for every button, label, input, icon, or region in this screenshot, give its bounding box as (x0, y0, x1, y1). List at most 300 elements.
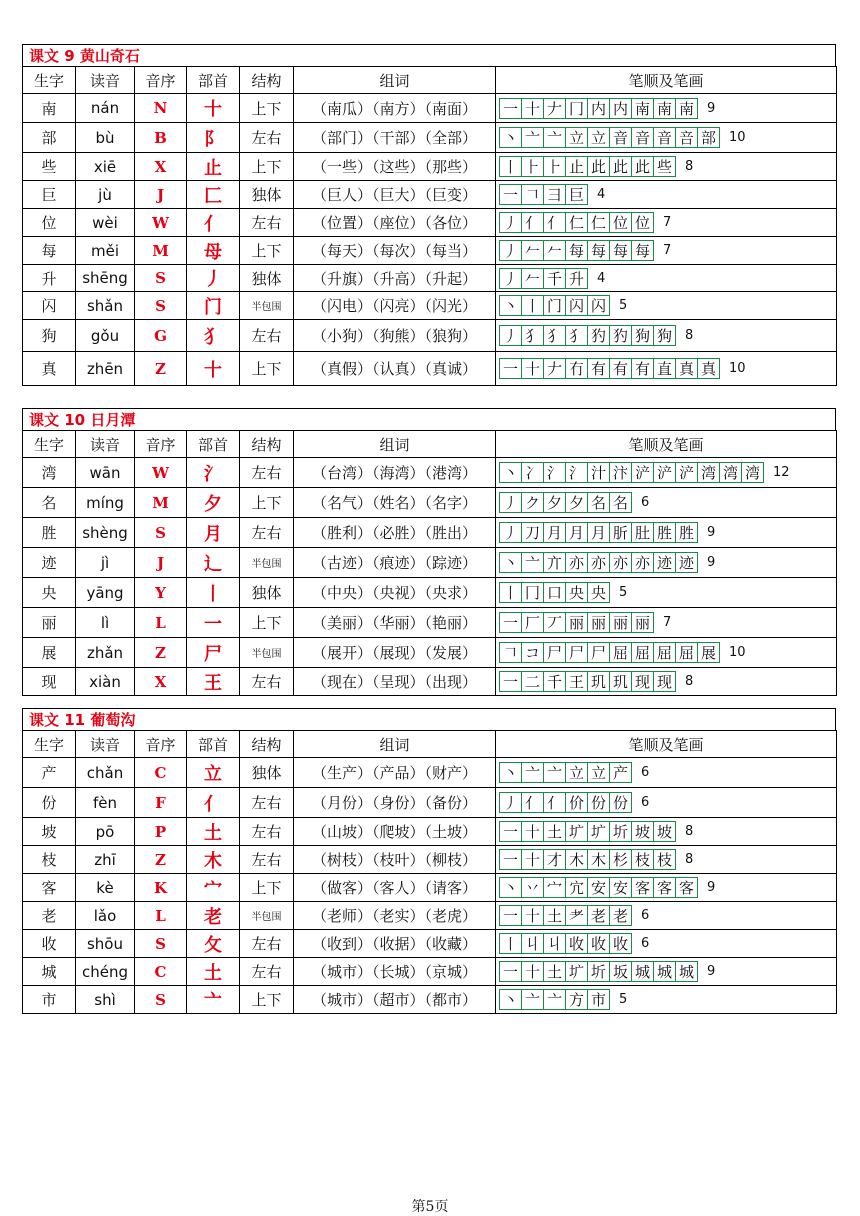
pinyin-cell: gǒu (76, 320, 135, 352)
radical-text: 母 (204, 241, 222, 263)
stroke-step: 圻 (610, 821, 632, 842)
stroke-step: 彐 (544, 184, 566, 205)
radical-text: 亻 (204, 213, 222, 235)
table-row (23, 638, 837, 668)
stroke-step: 才 (544, 849, 566, 870)
table-row (23, 668, 837, 696)
radical-text: 亠 (204, 990, 222, 1012)
stroke-step: 犭 (522, 325, 544, 346)
stroke-step: 圹 (588, 821, 610, 842)
stroke-step: 𠂇 (544, 98, 566, 119)
table-row (23, 608, 837, 638)
stroke-step: 𠂉 (544, 240, 566, 261)
stroke-step: 方 (566, 989, 588, 1010)
order-cell (135, 488, 187, 518)
order-letter: F (155, 793, 166, 812)
structure-cell: 左右 (240, 846, 294, 874)
words-cell: （生产）（产品）（财产） (294, 758, 496, 788)
stroke-step: 圹 (566, 821, 588, 842)
stroke-count: 5 (619, 585, 628, 600)
structure-cell: 左右 (240, 320, 294, 352)
stroke-count: 6 (641, 936, 650, 951)
order-cell (135, 874, 187, 902)
table-row (23, 518, 837, 548)
radical-text: 立 (204, 763, 222, 785)
structure-cell: 独体 (240, 181, 294, 209)
words-cell: （巨人）（巨大）（巨变） (294, 181, 496, 209)
structure-cell: 左右 (240, 518, 294, 548)
stroke-step: 坂 (610, 961, 632, 982)
stroke-step: 现 (654, 671, 676, 692)
stroke-step: 音 (632, 127, 654, 148)
stroke-step: ⺊ (544, 156, 566, 177)
order-letter: W (152, 463, 169, 482)
stroke-step: 屈 (654, 642, 676, 663)
stroke-step: 口 (544, 582, 566, 603)
stroke-step: 十 (522, 961, 544, 982)
character-cell: 产 (23, 758, 76, 788)
words-cell: （台湾）（海湾）（港湾） (294, 458, 496, 488)
stroke-order-cell (496, 608, 837, 638)
column-header-pinyin: 读音 (76, 431, 135, 458)
structure-cell: 独体 (240, 578, 294, 608)
pinyin-cell: míng (76, 488, 135, 518)
column-header-char: 生字 (23, 731, 76, 758)
words-cell: （老师）（老实）（老虎） (294, 902, 496, 930)
stroke-order-cell (496, 153, 837, 181)
pinyin-cell: jì (76, 548, 135, 578)
order-letter: X (154, 672, 167, 691)
words-cell: （山坡）（爬坡）（土坡） (294, 818, 496, 846)
stroke-step: コ (522, 642, 544, 663)
stroke-step: 一 (500, 821, 522, 842)
stroke-step: 坡 (632, 821, 654, 842)
stroke-step: 份 (610, 792, 632, 813)
structure-cell: 独体 (240, 265, 294, 292)
words-cell: （月份）（身份）（备份） (294, 788, 496, 818)
order-cell (135, 123, 187, 153)
stroke-step: 湾 (742, 462, 764, 483)
stroke-step: 内 (588, 98, 610, 119)
character-cell: 现 (23, 668, 76, 696)
stroke-boxes (499, 671, 676, 692)
stroke-order-cell (496, 237, 837, 265)
stroke-order-cell (496, 458, 837, 488)
stroke-step: 每 (632, 240, 654, 261)
stroke-step: 刀 (522, 522, 544, 543)
stroke-step: 十 (522, 98, 544, 119)
stroke-order-cell (496, 958, 837, 986)
structure-cell: 上下 (240, 352, 294, 386)
structure-cell: 半包围 (240, 638, 294, 668)
order-cell (135, 958, 187, 986)
table-row (23, 758, 837, 788)
words-cell: （部门）（干部）（全部） (294, 123, 496, 153)
stroke-step: 亦 (588, 552, 610, 573)
stroke-step: 安 (610, 877, 632, 898)
stroke-order-cell (496, 846, 837, 874)
stroke-step: 迹 (654, 552, 676, 573)
stroke-order-cell (496, 930, 837, 958)
stroke-step: 枝 (654, 849, 676, 870)
stroke-boxes (499, 849, 676, 870)
structure-cell: 上下 (240, 488, 294, 518)
words-cell: （城市）（长城）（京城） (294, 958, 496, 986)
stroke-step: 肚 (632, 522, 654, 543)
structure-cell: 左右 (240, 930, 294, 958)
character-cell: 城 (23, 958, 76, 986)
stroke-step: 一 (500, 905, 522, 926)
stroke-count: 4 (597, 270, 606, 286)
character-cell: 央 (23, 578, 76, 608)
vocab-table (22, 66, 837, 386)
stroke-order-cell (496, 638, 837, 668)
radical-text: 十 (204, 99, 222, 120)
stroke-step: 名 (610, 492, 632, 513)
stroke-boxes (499, 156, 676, 177)
order-letter: K (153, 878, 168, 897)
words-cell: （闪电）（闪亮）（闪光） (294, 292, 496, 320)
stroke-step: 月 (588, 522, 610, 543)
table-row (23, 488, 837, 518)
stroke-step: 木 (566, 849, 588, 870)
character-cell: 枝 (23, 846, 76, 874)
stroke-count: 10 (729, 645, 746, 660)
order-cell (135, 638, 187, 668)
stroke-step: 湾 (698, 462, 720, 483)
stroke-step: 亠 (522, 989, 544, 1010)
stroke-step: 展 (698, 642, 720, 663)
stroke-step: 立 (566, 127, 588, 148)
stroke-order-cell (496, 352, 837, 386)
order-letter: J (156, 185, 165, 204)
radical-cell (187, 846, 240, 874)
radical-text: 止 (204, 157, 222, 179)
stroke-step: 丿 (500, 240, 522, 261)
column-header-order: 音序 (135, 431, 187, 458)
column-header-words: 组词 (294, 731, 496, 758)
stroke-step: 犳 (610, 325, 632, 346)
pinyin-cell: kè (76, 874, 135, 902)
stroke-step: 十 (522, 358, 544, 379)
stroke-step: 一 (500, 849, 522, 870)
stroke-step: 音 (610, 127, 632, 148)
column-header-order: 音序 (135, 731, 187, 758)
stroke-count: 8 (685, 852, 694, 867)
stroke-count: 6 (641, 765, 650, 780)
stroke-step: 央 (566, 582, 588, 603)
stroke-step: 名 (588, 492, 610, 513)
words-cell: （展开）（展现）（发展） (294, 638, 496, 668)
radical-cell (187, 638, 240, 668)
stroke-step: 仁 (566, 212, 588, 233)
radical-text: 丿 (204, 269, 222, 290)
stroke-step: 十 (522, 905, 544, 926)
stroke-step: 宂 (566, 877, 588, 898)
order-cell (135, 788, 187, 818)
stroke-step: 每 (610, 240, 632, 261)
radical-text: 一 (204, 613, 222, 635)
column-header-strokes: 笔顺及笔画 (496, 731, 837, 758)
character-cell: 些 (23, 153, 76, 181)
stroke-boxes (499, 127, 720, 148)
stroke-step: 市 (588, 989, 610, 1010)
words-cell: （名气）（姓名）（名字） (294, 488, 496, 518)
words-cell: （真假）（认真）（真诚） (294, 352, 496, 386)
pinyin-cell: wèi (76, 209, 135, 237)
lesson-10-section (22, 408, 836, 696)
table-row (23, 352, 837, 386)
stroke-step: 巨 (566, 184, 588, 205)
header-row (23, 431, 837, 458)
table-row (23, 181, 837, 209)
stroke-boxes (499, 582, 610, 603)
order-cell (135, 209, 187, 237)
stroke-step: 丨 (522, 295, 544, 316)
stroke-step: 亠 (544, 989, 566, 1010)
radical-cell (187, 986, 240, 1014)
pinyin-cell: zhǎn (76, 638, 135, 668)
table-row (23, 153, 837, 181)
stroke-step: 汴 (610, 462, 632, 483)
order-cell (135, 181, 187, 209)
stroke-step: 每 (566, 240, 588, 261)
stroke-step: 亻 (522, 792, 544, 813)
structure-cell: 上下 (240, 94, 294, 123)
stroke-order-cell (496, 94, 837, 123)
stroke-step: 收 (610, 933, 632, 954)
stroke-step: 一 (500, 671, 522, 692)
stroke-step: 亻 (544, 212, 566, 233)
radical-text: 土 (204, 962, 222, 984)
stroke-step: 木 (588, 849, 610, 870)
radical-cell (187, 94, 240, 123)
radical-text: 尸 (204, 643, 222, 665)
radical-cell (187, 352, 240, 386)
stroke-step: 产 (610, 762, 632, 783)
stroke-step: 位 (632, 212, 654, 233)
radical-cell (187, 458, 240, 488)
column-header-radical: 部首 (187, 731, 240, 758)
stroke-step: 南 (676, 98, 698, 119)
radical-cell (187, 265, 240, 292)
column-header-strokes: 笔顺及笔画 (496, 431, 837, 458)
structure-cell: 左右 (240, 958, 294, 986)
stroke-step: 有 (588, 358, 610, 379)
stroke-order-cell (496, 902, 837, 930)
order-cell (135, 153, 187, 181)
pinyin-cell: zhēn (76, 352, 135, 386)
structure-cell: 半包围 (240, 902, 294, 930)
order-letter: Z (155, 359, 166, 378)
order-letter: C (154, 763, 167, 782)
stroke-step: 南 (632, 98, 654, 119)
words-cell: （一些）（这些）（那些） (294, 153, 496, 181)
stroke-step: 十 (522, 849, 544, 870)
stroke-step: 二 (522, 671, 544, 692)
stroke-boxes (499, 877, 698, 898)
stroke-step: 𠃍 (522, 184, 544, 205)
stroke-step: ク (522, 492, 544, 513)
stroke-step: 丨 (500, 933, 522, 954)
order-cell (135, 578, 187, 608)
order-letter: Z (155, 643, 166, 662)
stroke-step: 𠂇 (544, 358, 566, 379)
stroke-step: 份 (588, 792, 610, 813)
character-cell: 巨 (23, 181, 76, 209)
stroke-count: 5 (619, 992, 628, 1007)
order-cell (135, 930, 187, 958)
stroke-boxes (499, 268, 588, 289)
pinyin-cell: shèng (76, 518, 135, 548)
radical-cell (187, 958, 240, 986)
pinyin-cell: chéng (76, 958, 135, 986)
stroke-step: 亠 (522, 552, 544, 573)
stroke-step: 城 (654, 961, 676, 982)
column-header-structure: 结构 (240, 67, 294, 94)
stroke-step: 此 (632, 156, 654, 177)
radical-text: 门 (204, 296, 222, 318)
order-cell (135, 518, 187, 548)
stroke-step: 夕 (544, 492, 566, 513)
column-header-char: 生字 (23, 431, 76, 458)
stroke-step: 冇 (566, 358, 588, 379)
table-row (23, 94, 837, 123)
radical-cell (187, 488, 240, 518)
order-letter: S (155, 990, 166, 1009)
stroke-step: 玑 (610, 671, 632, 692)
pinyin-cell: yāng (76, 578, 135, 608)
stroke-step: 丶 (500, 989, 522, 1010)
radical-text: 木 (204, 850, 222, 872)
radical-cell (187, 181, 240, 209)
stroke-order-cell (496, 265, 837, 292)
radical-cell (187, 902, 240, 930)
radical-cell (187, 153, 240, 181)
stroke-boxes (499, 295, 610, 316)
stroke-step: 立 (588, 762, 610, 783)
stroke-count: 8 (685, 824, 694, 839)
stroke-boxes (499, 933, 632, 954)
character-cell: 名 (23, 488, 76, 518)
table-row (23, 846, 837, 874)
radical-text: 老 (204, 906, 222, 928)
stroke-step: 此 (588, 156, 610, 177)
lesson-11-section (22, 708, 836, 1014)
table-row (23, 958, 837, 986)
structure-cell: 左右 (240, 209, 294, 237)
stroke-step: 亻 (522, 212, 544, 233)
pinyin-cell: fèn (76, 788, 135, 818)
order-cell (135, 608, 187, 638)
stroke-step: 氵 (544, 462, 566, 483)
stroke-step: 一 (500, 98, 522, 119)
stroke-step: 丨 (500, 582, 522, 603)
stroke-count: 8 (685, 328, 694, 343)
stroke-step: 城 (632, 961, 654, 982)
stroke-step: 闪 (588, 295, 610, 316)
stroke-step: 丽 (588, 612, 610, 633)
stroke-step: 一 (500, 358, 522, 379)
order-letter: Y (155, 583, 166, 602)
pinyin-cell: shēng (76, 265, 135, 292)
order-cell (135, 668, 187, 696)
stroke-step: 亦 (610, 552, 632, 573)
table-row (23, 930, 837, 958)
radical-text: 十 (204, 359, 222, 381)
column-header-structure: 结构 (240, 731, 294, 758)
table-row (23, 578, 837, 608)
stroke-step: 月 (566, 522, 588, 543)
stroke-count: 6 (641, 908, 650, 923)
table-row (23, 123, 837, 153)
words-cell: （树枝）（枝叶）（柳枝） (294, 846, 496, 874)
structure-cell: 上下 (240, 874, 294, 902)
stroke-step: 真 (676, 358, 698, 379)
stroke-step: 狗 (632, 325, 654, 346)
column-header-radical: 部首 (187, 431, 240, 458)
stroke-step: 收 (566, 933, 588, 954)
character-cell: 胜 (23, 518, 76, 548)
stroke-step: 𠃍 (500, 642, 522, 663)
stroke-count: 10 (729, 130, 746, 145)
stroke-boxes (499, 462, 764, 483)
radical-cell (187, 818, 240, 846)
stroke-order-cell (496, 758, 837, 788)
pinyin-cell: chǎn (76, 758, 135, 788)
stroke-order-cell (496, 788, 837, 818)
stroke-step: 现 (632, 671, 654, 692)
character-cell: 迹 (23, 548, 76, 578)
character-cell: 丽 (23, 608, 76, 638)
stroke-step: 屈 (610, 642, 632, 663)
stroke-step: 老 (610, 905, 632, 926)
stroke-count: 6 (641, 495, 650, 510)
table-row (23, 265, 837, 292)
stroke-step: 升 (566, 268, 588, 289)
lesson-9-section (22, 44, 836, 386)
radical-text: 匚 (204, 185, 222, 207)
stroke-step: 枝 (632, 849, 654, 870)
radical-cell (187, 292, 240, 320)
stroke-step: 闪 (566, 295, 588, 316)
structure-cell: 上下 (240, 237, 294, 265)
stroke-step: 部 (698, 127, 720, 148)
stroke-step: 一 (500, 184, 522, 205)
stroke-boxes (499, 552, 698, 573)
words-cell: （胜利）（必胜）（胜出） (294, 518, 496, 548)
table-row (23, 818, 837, 846)
stroke-step: 玑 (588, 671, 610, 692)
stroke-step: 尸 (544, 642, 566, 663)
stroke-boxes (499, 358, 720, 379)
order-letter: S (155, 269, 166, 287)
radical-text: 阝 (204, 128, 222, 150)
character-cell: 真 (23, 352, 76, 386)
stroke-order-cell (496, 488, 837, 518)
stroke-step: 立 (588, 127, 610, 148)
stroke-step: 土 (544, 905, 566, 926)
stroke-step: 冫 (522, 462, 544, 483)
stroke-step: 屈 (676, 642, 698, 663)
order-letter: L (155, 613, 166, 632)
structure-cell: 上下 (240, 986, 294, 1014)
stroke-step: 亠 (522, 762, 544, 783)
words-cell: （美丽）（华丽）（艳丽） (294, 608, 496, 638)
header-row (23, 731, 837, 758)
stroke-boxes (499, 492, 632, 513)
stroke-step: 丶 (500, 552, 522, 573)
